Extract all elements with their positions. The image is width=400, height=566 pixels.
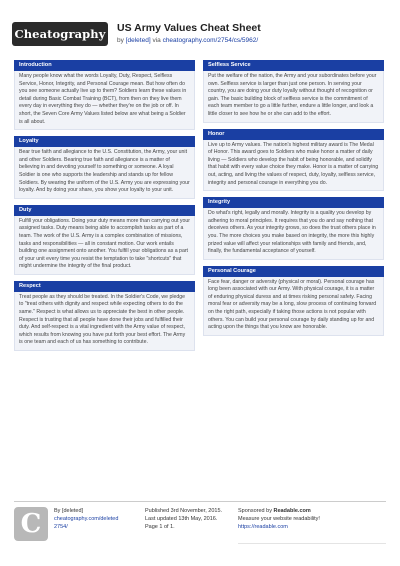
section-heading: Duty bbox=[14, 205, 195, 216]
footer bbox=[0, 501, 400, 566]
sheet-url-link[interactable]: cheatography.com/2754/cs/5962/ bbox=[162, 37, 259, 44]
sponsor-tagline: Measure your website readability! bbox=[238, 516, 320, 522]
sponsor-name: Readable.com bbox=[273, 508, 311, 514]
footer-divider bbox=[14, 501, 386, 502]
section-body: Many people know what the words Loyalty, Duty, Respect, Selfless Service, Honor, Integrity, and Personal Courage mean. But how often do you see someone actually live up to them? Soldiers learn these values in detail during Basic Combat Training (BCT), from then on they live them every day in everything they do — whether they're on the job or off. In short, the Seven Core Army Values listed below are what being a Soldier is all about. bbox=[14, 71, 195, 130]
footer-author-link[interactable]: cheatography.com/deleted bbox=[54, 516, 119, 522]
footer-sponsor bbox=[238, 507, 320, 531]
footer-author-line: By [deleted] bbox=[54, 508, 84, 514]
via-text: via bbox=[152, 37, 161, 44]
section-selfless-service bbox=[203, 60, 384, 123]
section-body: Live up to Army values. The nation's highest military award is The Medal of Honor. This award goes to Soldiers who make honor a matter of daily living — Soldiers who develop the habit of being honorable, and solidify that habit with every value choice they make. Honor is a matter of carrying out, acting, and living the values of respect, duty, loyalty, selfless service, integrity and personal courage in everything you do. bbox=[203, 140, 384, 192]
section-introduction bbox=[14, 60, 195, 130]
section-heading: Introduction bbox=[14, 60, 195, 71]
section-heading: Respect bbox=[14, 281, 195, 292]
cheatography-c-icon: C bbox=[14, 507, 48, 541]
section-duty bbox=[14, 205, 195, 275]
section-body: Do what's right, legally and morally. Integrity is a quality you develop by adhering to moral principles. It requires that you do and say nothing that deceives others. As your integrity grows, so does the trust others place in you. The more choices you make based on integrity, the more this highly prized value will affect your relationships with family and friends, and, finally, the fundamental acceptance of yourself. bbox=[203, 208, 384, 260]
cheatography-logo[interactable]: Cheatography bbox=[12, 22, 108, 46]
section-heading: Honor bbox=[203, 129, 384, 140]
header bbox=[0, 0, 400, 56]
by-prefix: by bbox=[117, 37, 124, 44]
section-loyalty bbox=[14, 136, 195, 199]
section-body: Treat people as they should be treated. In the Soldier's Code, we pledge to "treat others with dignity and respect while expecting others to do the same." Respect is what allows us to appreciate the best in other people. Respect is trusting that all people have done their jobs and fulfilled their duty. And self-respect is a vital ingredient with the Army value of respect, which results from knowing you have put forth your best effort. The Army is one team and each of us has something to contribute. bbox=[14, 292, 195, 351]
section-personal-courage bbox=[203, 266, 384, 336]
byline bbox=[117, 37, 258, 44]
updated-date: Last updated 13th May, 2016. bbox=[145, 516, 218, 522]
section-heading: Selfless Service bbox=[203, 60, 384, 71]
author-link[interactable]: [deleted] bbox=[125, 37, 151, 44]
section-body: Face fear, danger or adversity (physical or moral). Personal courage has long been associated with our Army. With physical courage, it is a matter of enduring physical duress and at times risking personal safety. Facing moral fear or adversity may be a long, slow process of continuing forward on the right path, especially if taking those actions is not popular with others. You can build your personal courage by daily standing up for and acting upon the things that you know are honorable. bbox=[203, 277, 384, 336]
section-heading: Integrity bbox=[203, 197, 384, 208]
section-body: Fulfill your obligations. Doing your duty means more than carrying out your assigned tasks. Duty means being able to accomplish tasks as part of a team. The work of the U.S. Army is a complex combination of missions, tasks and responsibilities — all in constant motion. Our work entails building one assignment onto another. You fulfill your obligations as a part of your unit every time you resist the temptation to take "shortcuts" that might undermine the integrity of the final product. bbox=[14, 216, 195, 275]
sponsor-link[interactable]: https://readable.com bbox=[238, 524, 288, 530]
footer-author-id-link[interactable]: 2754/ bbox=[54, 524, 68, 530]
section-body: Bear true faith and allegiance to the U.S. Constitution, the Army, your unit and other Soldiers. Bearing true faith and allegiance is a matter of believing in and devoting yourself to something or someone. A loyal Soldier is one who supports the leadership and stands up for fellow Soldiers. By wearing the uniform of the U.S. Army you are expressing your loyalty. And by doing your share, you show your loyalty to your unit. bbox=[14, 147, 195, 199]
page-count: Page 1 of 1. bbox=[145, 524, 175, 530]
section-heading: Loyalty bbox=[14, 136, 195, 147]
ad-strip bbox=[238, 543, 386, 555]
left-column bbox=[14, 60, 195, 357]
section-respect bbox=[14, 281, 195, 351]
section-body: Put the welfare of the nation, the Army and your subordinates before your own. Selfless service is larger than just one person. In serving your country, you are doing your duty loyally without thought of recognition or gain. The basic building block of selfless service is the commitment of each team member to go a little further, endure a little longer, and look a little closer to see how he or she can add to the effort. bbox=[203, 71, 384, 123]
sponsor-prefix: Sponsored by bbox=[238, 508, 274, 514]
footer-author bbox=[54, 507, 118, 531]
sponsor-line bbox=[238, 507, 320, 515]
footer-dates bbox=[145, 507, 222, 531]
section-heading: Personal Courage bbox=[203, 266, 384, 277]
right-column bbox=[203, 60, 384, 342]
section-integrity bbox=[203, 197, 384, 260]
published-date: Published 3rd November, 2015. bbox=[145, 508, 223, 514]
page-title: US Army Values Cheat Sheet bbox=[117, 22, 261, 34]
section-honor bbox=[203, 129, 384, 192]
